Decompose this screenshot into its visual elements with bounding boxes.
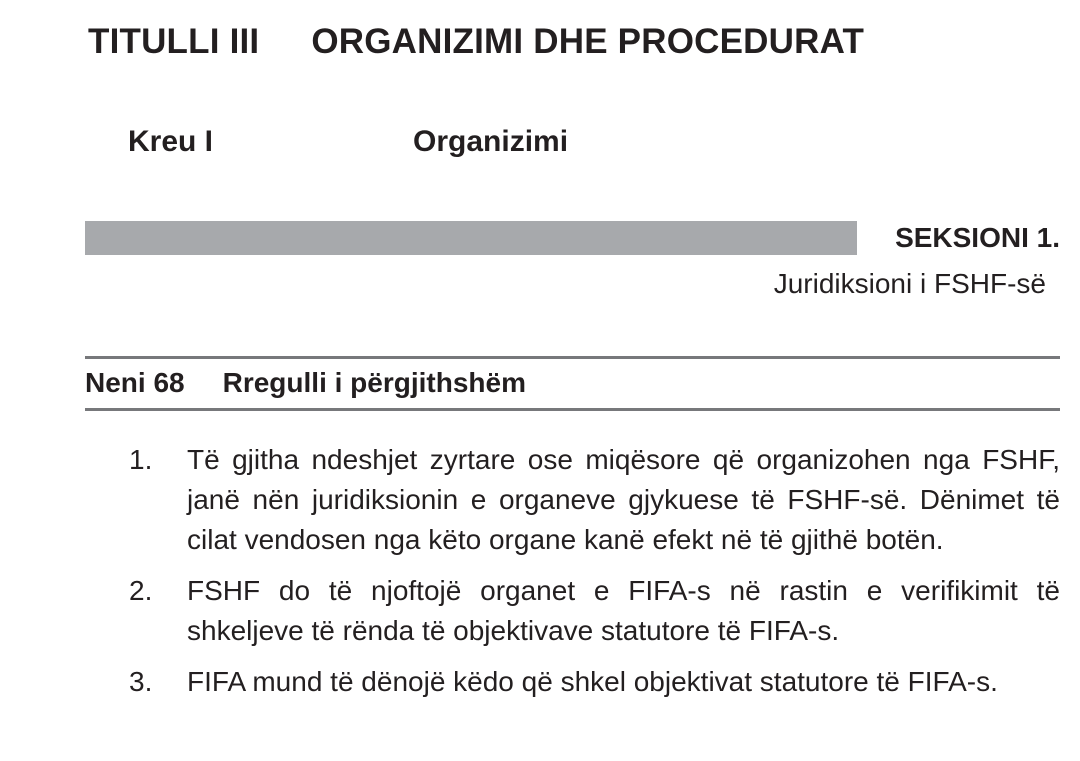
- section-banner: [85, 221, 1060, 255]
- document-title: [88, 22, 1060, 62]
- section-bar: [85, 221, 857, 255]
- article-number: Neni 68: [85, 367, 185, 398]
- section-label: SEKSIONI 1.: [895, 222, 1060, 253]
- list-item-number: 3.: [129, 666, 153, 697]
- list-item: [85, 662, 1060, 702]
- article-list: [85, 440, 1060, 702]
- list-item-text: FIFA mund të dënojë këdo që shkel objektivat statutore të FIFA-s.: [187, 666, 998, 697]
- title-text: ORGANIZIMI DHE PROCEDURAT: [311, 22, 865, 61]
- list-item: [85, 440, 1060, 560]
- list-item-number: 2.: [129, 575, 153, 606]
- section-subtitle: Juridiksioni i FSHF-së: [773, 268, 1046, 299]
- article-header: [85, 356, 1060, 411]
- chapter-label: Kreu I: [128, 125, 214, 158]
- list-item-text: Të gjitha ndeshjet zyrtare ose miqësore që organizohen nga FSHF, janë nën juridiksionin e organeve gjykuese të FSHF-së. Dënimet të cilat vendosen nga këto organe kanë efekt në të gjithë botën.: [187, 444, 1060, 555]
- list-item: [85, 571, 1060, 651]
- chapter-name: Organizimi: [413, 125, 569, 158]
- list-item-number: 1.: [129, 444, 153, 475]
- article-title: Rregulli i përgjithshëm: [222, 367, 526, 398]
- chapter-heading: [85, 125, 1060, 159]
- list-item-text: FSHF do të njoftojë organet e FIFA-s në rastin e verifikimit të shkeljeve të rënda të objektivave statutore të FIFA-s.: [187, 575, 1060, 646]
- title-number: TITULLI III: [88, 22, 260, 61]
